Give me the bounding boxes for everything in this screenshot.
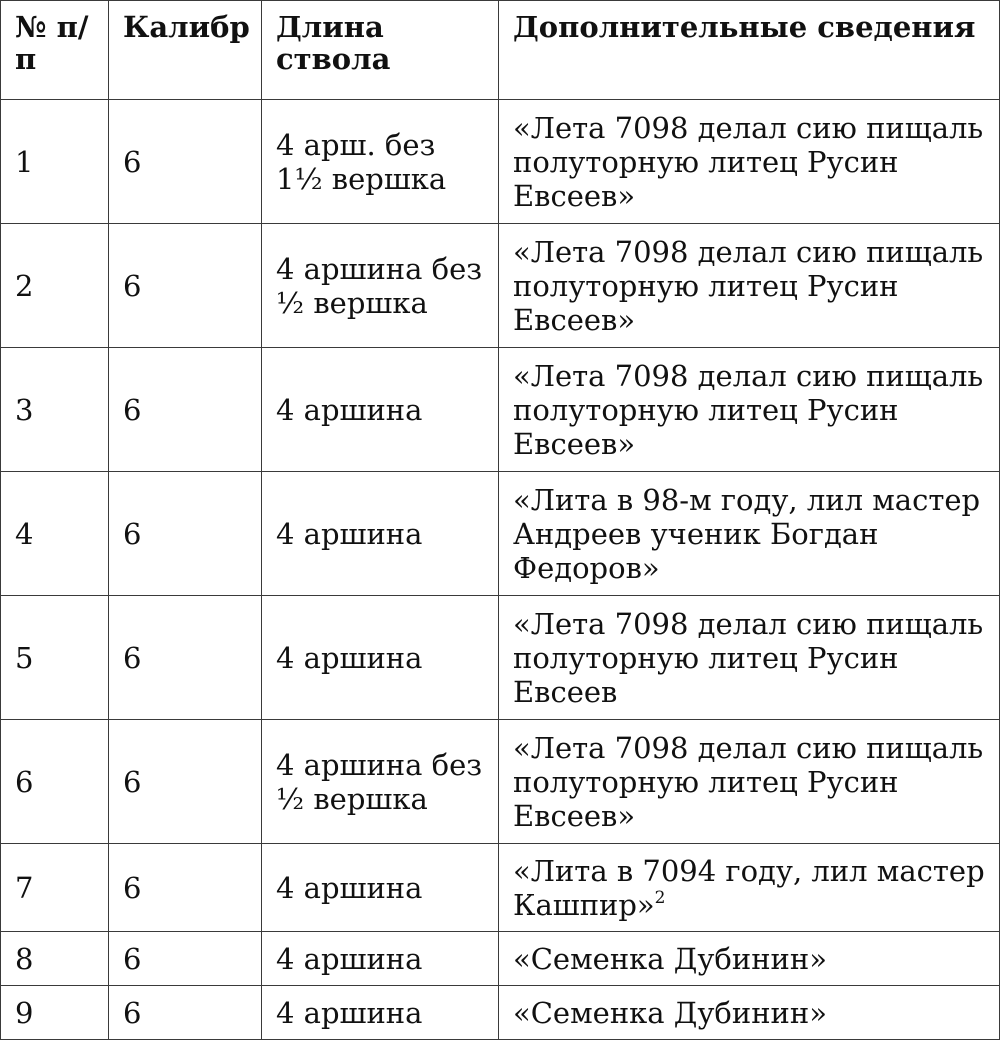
- cell-info-text: «Лета 7098 делал сию пищаль полуторную литец Русин Евсеев»: [513, 234, 984, 337]
- cell-info-text: «Лета 7098 делал сию пищаль полуторную литец Русин Евсеев: [513, 606, 984, 709]
- cell-info-text: «Лета 7098 делал сию пищаль полуторную литец Русин Евсеев»: [513, 730, 984, 833]
- cell-length: 4 аршина: [262, 986, 499, 1040]
- footnote-marker: 2: [654, 887, 666, 908]
- table-row: [1, 348, 1000, 472]
- header-caliber: Калибр: [109, 1, 262, 100]
- cell-caliber: 6: [109, 932, 262, 986]
- cell-info-text: «Лета 7098 делал сию пищаль полуторную литец Русин Евсеев»: [513, 110, 984, 213]
- table-row: [1, 224, 1000, 348]
- table-row: [1, 932, 1000, 986]
- table-row: [1, 472, 1000, 596]
- cell-info: [499, 348, 1000, 472]
- cell-length: 4 аршина: [262, 844, 499, 932]
- cell-number: 8: [1, 932, 109, 986]
- cell-length: 4 аршина: [262, 596, 499, 720]
- cell-length: 4 аршина без ½ вершка: [262, 720, 499, 844]
- header-additional-info: Дополнительные сведения: [499, 1, 1000, 100]
- cell-caliber: 6: [109, 100, 262, 224]
- header-barrel-length: Длина ствола: [262, 1, 499, 100]
- cell-caliber: 6: [109, 596, 262, 720]
- cell-info: [499, 100, 1000, 224]
- cell-info: [499, 932, 1000, 986]
- header-row: [1, 1, 1000, 100]
- cell-number: 4: [1, 472, 109, 596]
- cell-caliber: 6: [109, 720, 262, 844]
- cell-info-text: «Лита в 7094 году, лил мастер Кашпир»: [513, 853, 985, 922]
- table-row: [1, 100, 1000, 224]
- table-row: [1, 986, 1000, 1040]
- table-row: [1, 720, 1000, 844]
- cell-length: 4 аршина: [262, 472, 499, 596]
- header-number: № п/п: [1, 1, 109, 100]
- cell-length: 4 аршина: [262, 932, 499, 986]
- cell-number: 3: [1, 348, 109, 472]
- table-row: [1, 844, 1000, 932]
- cell-number: 6: [1, 720, 109, 844]
- cell-number: 1: [1, 100, 109, 224]
- cell-caliber: 6: [109, 224, 262, 348]
- cell-length: 4 аршина без ½ вершка: [262, 224, 499, 348]
- cell-caliber: 6: [109, 348, 262, 472]
- cell-number: 9: [1, 986, 109, 1040]
- cell-info: [499, 224, 1000, 348]
- cell-number: 2: [1, 224, 109, 348]
- cell-info: [499, 986, 1000, 1040]
- cell-info-text: «Лита в 98-м году, лил мастер Андреев ученик Богдан Федоров»: [513, 482, 981, 585]
- cell-length: 4 арш. без 1½ вершка: [262, 100, 499, 224]
- table-row: [1, 596, 1000, 720]
- cell-info: [499, 472, 1000, 596]
- cell-info-text: «Лета 7098 делал сию пищаль полуторную литец Русин Евсеев»: [513, 358, 984, 461]
- cell-info-text: «Семенка Дубинин»: [513, 941, 827, 976]
- cell-info: [499, 720, 1000, 844]
- cell-info: [499, 596, 1000, 720]
- cell-length: 4 аршина: [262, 348, 499, 472]
- cell-caliber: 6: [109, 844, 262, 932]
- cell-number: 7: [1, 844, 109, 932]
- cell-caliber: 6: [109, 472, 262, 596]
- cell-caliber: 6: [109, 986, 262, 1040]
- cell-number: 5: [1, 596, 109, 720]
- cell-info: [499, 844, 1000, 932]
- cell-info-text: «Семенка Дубинин»: [513, 995, 827, 1030]
